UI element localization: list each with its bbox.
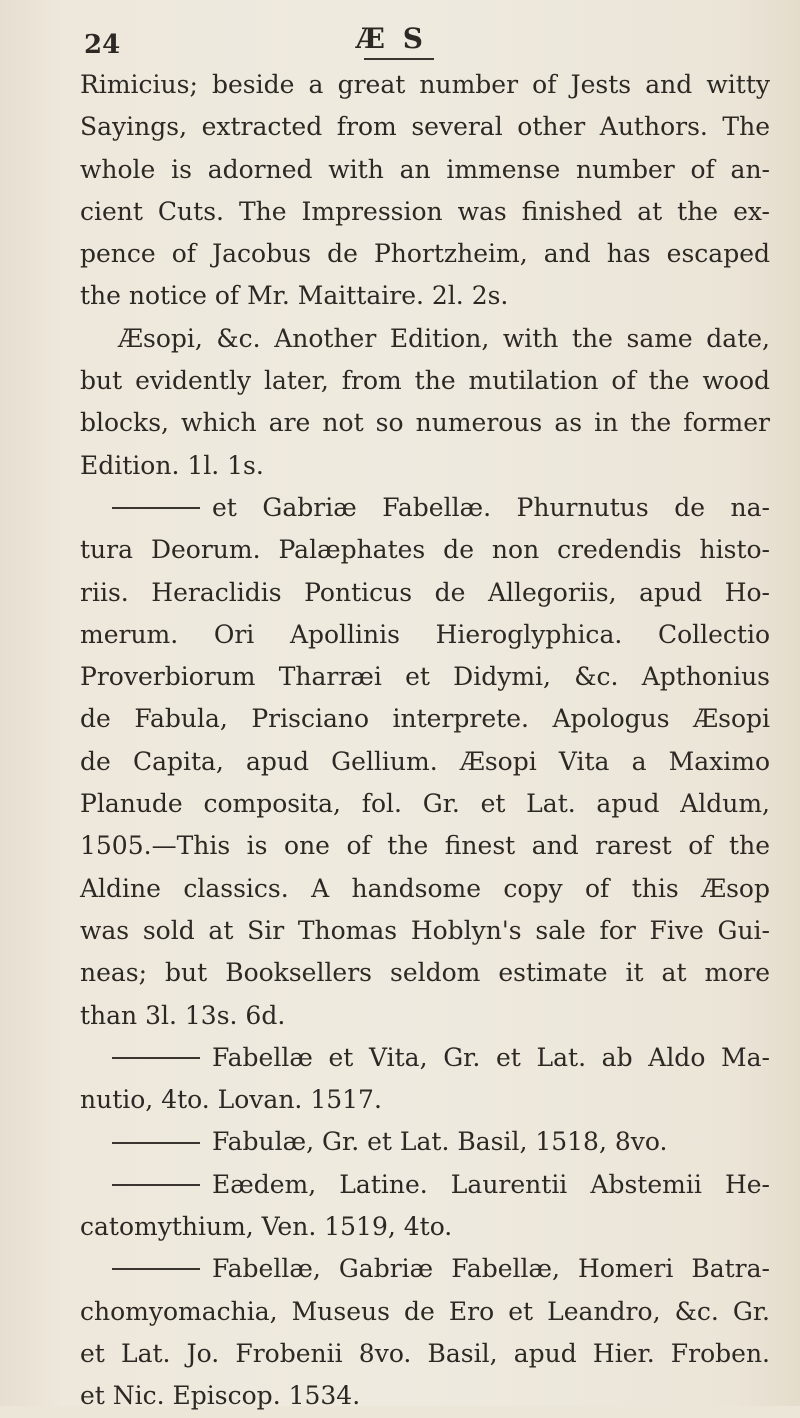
entry-text: Eædem, Latine. Laurentii Abstemii He- <box>212 1169 770 1199</box>
text-line: merum. Ori Apollinis Hieroglyphica. Collectio <box>80 619 770 649</box>
running-head: Æ S <box>356 22 427 55</box>
text-line: 1505.—This is one of the finest and rarest of the <box>80 831 770 861</box>
body-text <box>80 64 770 1418</box>
entry-text: Fabellæ et Vita, Gr. et Lat. ab Aldo Ma- <box>212 1042 770 1072</box>
ditto-dash <box>112 1268 200 1270</box>
page-number: 24 <box>84 30 121 60</box>
text-line: whole is adorned with an immense number of an- <box>80 154 770 184</box>
text-line: but evidently later, from the mutilation of the wood <box>80 366 770 396</box>
text-line: Proverbiorum Tharræi et Didymi, &c. Apthonius <box>80 662 770 692</box>
ditto-dash <box>112 1184 200 1186</box>
text-line: blocks, which are not so numerous as in the former <box>80 408 770 438</box>
entry-line: Æsopi, &c. Another Edition, with the same date, <box>118 323 770 353</box>
text-line: et Lat. Jo. Frobenii 8vo. Basil, apud Hier. Froben. <box>80 1338 770 1368</box>
text-line: de Fabula, Prisciano interprete. Apologus Æsopi <box>80 704 770 734</box>
page-header <box>0 22 800 58</box>
entry-line <box>80 1037 770 1079</box>
text-line: cient Cuts. The Impression was finished at the ex- <box>80 196 770 226</box>
text-line: catomythium, Ven. 1519, 4to. <box>80 1212 453 1242</box>
text-line: neas; but Booksellers seldom estimate it at more <box>80 958 770 988</box>
text-line: Sayings, extracted from several other Authors. The <box>80 112 770 142</box>
text-line: de Capita, apud Gellium. Æsopi Vita a Maximo <box>80 746 770 776</box>
entry-line <box>80 1164 770 1206</box>
entry-line <box>80 1121 770 1163</box>
entry-line <box>80 1248 770 1290</box>
entry-text: et Gabriæ Fabellæ. Phurnutus de na- <box>212 492 770 522</box>
entry-line <box>80 487 770 529</box>
text-line: riis. Heraclidis Ponticus de Allegoriis, apud Ho- <box>80 577 770 607</box>
text-line: et Nic. Episcop. 1534. <box>80 1381 361 1411</box>
text-line: Aldine classics. A handsome copy of this Æsop <box>80 873 770 903</box>
text-line: Rimicius; beside a great number of Jests and witty <box>80 70 770 99</box>
entry-text: Fabulæ, Gr. et Lat. Basil, 1518, 8vo. <box>212 1127 668 1157</box>
text-line: tura Deorum. Palæphates de non credendis histo- <box>80 535 770 565</box>
text-line: the notice of Mr. Maittaire. 2l. 2s. <box>80 281 509 311</box>
text-line: chomyomachia, Museus de Ero et Leandro, &c. Gr. <box>80 1296 770 1326</box>
ditto-dash <box>112 1142 200 1144</box>
header-rule <box>364 58 434 60</box>
ditto-dash <box>112 1057 200 1059</box>
text-line: pence of Jacobus de Phortzheim, and has escaped <box>80 239 770 269</box>
text-line: than 3l. 13s. 6d. <box>80 1000 286 1030</box>
text-line: nutio, 4to. Lovan. 1517. <box>80 1085 382 1115</box>
text-line: Edition. 1l. 1s. <box>80 450 264 480</box>
text-line: was sold at Sir Thomas Hoblyn's sale for Five Gui- <box>80 915 770 945</box>
text-line: Planude composita, fol. Gr. et Lat. apud Aldum, <box>80 789 770 819</box>
entry-text: Fabellæ, Gabriæ Fabellæ, Homeri Batra- <box>212 1254 770 1284</box>
ditto-dash <box>112 507 200 509</box>
